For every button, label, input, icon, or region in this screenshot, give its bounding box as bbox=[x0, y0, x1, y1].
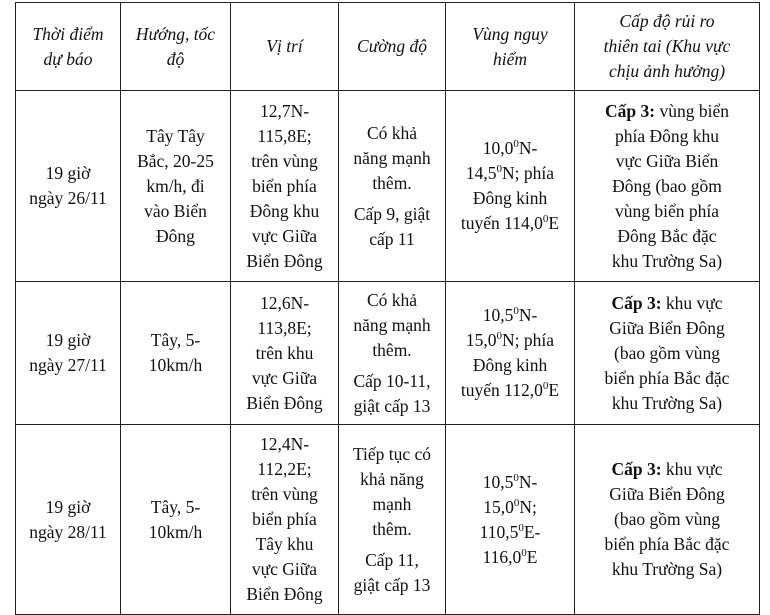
cell-line: biển phía Bắc đặc bbox=[604, 367, 730, 388]
cell-line: năng mạnh bbox=[353, 147, 431, 168]
cell-line bbox=[579, 291, 755, 316]
cell-line: 19 giờ bbox=[45, 496, 91, 517]
cell-line bbox=[450, 520, 570, 545]
risk-level-label: Cấp 3: bbox=[611, 459, 662, 479]
header-text: Cường độ bbox=[357, 36, 427, 56]
coord-text: E- bbox=[523, 521, 541, 542]
risk-level-label: Cấp 3: bbox=[611, 292, 662, 313]
position-cell bbox=[231, 425, 339, 615]
direction-speed-cell bbox=[121, 425, 231, 615]
table-row bbox=[16, 425, 760, 615]
cell-line: Cấp 11, bbox=[365, 549, 419, 570]
cell-line: khả năng bbox=[360, 468, 424, 489]
header-text: thiên tai (Khu vực bbox=[603, 36, 731, 56]
cell-line: km/h, đi bbox=[146, 175, 205, 196]
cell-line bbox=[579, 99, 755, 124]
header-text: Vùng nguy bbox=[472, 23, 548, 44]
degree-superscript: 0 bbox=[518, 521, 524, 534]
coord-text: E bbox=[526, 546, 538, 567]
coord-text: N; bbox=[519, 496, 537, 517]
coord-text: N; phía bbox=[502, 163, 555, 183]
header-danger-zone bbox=[446, 3, 575, 91]
header-row bbox=[16, 3, 760, 91]
table-row bbox=[16, 91, 760, 282]
forecast-table bbox=[15, 2, 760, 615]
cell-line: 113,8E; bbox=[257, 317, 312, 338]
forecast-time-cell bbox=[16, 282, 121, 425]
cell-line: Có khả bbox=[366, 122, 418, 143]
cell-line: vực Giữa bbox=[251, 367, 318, 388]
risk-text: khu vực bbox=[661, 459, 723, 479]
coord-text: 10,0 bbox=[482, 138, 514, 158]
cell-line bbox=[450, 495, 570, 520]
coord-text: E bbox=[548, 213, 560, 233]
cell-line: Tiếp tục có bbox=[352, 443, 432, 464]
cell-line: khu Trường Sa) bbox=[611, 392, 723, 413]
forecast-time-cell bbox=[16, 91, 121, 282]
cell-line: 12,7N- bbox=[259, 100, 310, 121]
coord-text: Đông kinh bbox=[472, 355, 548, 375]
cell-line bbox=[450, 470, 570, 495]
cell-line: Biển Đông bbox=[246, 584, 323, 604]
coord-text: tuyến 112,0 bbox=[460, 380, 543, 400]
header-text: Hướng, tốc bbox=[135, 23, 216, 44]
degree-superscript: 0 bbox=[513, 138, 519, 150]
cell-line: năng mạnh bbox=[353, 314, 431, 335]
cell-line: Tây khu bbox=[255, 534, 314, 554]
degree-superscript: 0 bbox=[496, 330, 503, 342]
coord-text: 14,5 bbox=[465, 163, 497, 183]
cell-line: trên vùng bbox=[251, 150, 318, 171]
risk-level-cell bbox=[575, 91, 760, 282]
danger-zone-cell bbox=[446, 91, 575, 282]
degree-superscript: 0 bbox=[542, 380, 549, 392]
cell-line: Tây, 5- bbox=[150, 496, 201, 517]
risk-level-label: Cấp 3: bbox=[605, 100, 656, 121]
direction-speed-cell bbox=[121, 282, 231, 425]
cell-line: (bao gồm vùng bbox=[614, 509, 720, 529]
cell-line: biển phía bbox=[252, 175, 317, 196]
cell-line: Giữa Biển Đông bbox=[609, 317, 725, 338]
cell-line: Đông Bắc đặc bbox=[617, 225, 717, 246]
cell-line: giật cấp 13 bbox=[353, 574, 431, 595]
cell-line: Đông (bao gồm bbox=[612, 175, 722, 196]
cell-line: phía Đông khu bbox=[614, 125, 720, 146]
cell-line: vực Giữa bbox=[251, 225, 318, 246]
cell-line: (bao gồm vùng bbox=[614, 342, 720, 363]
cell-line: 115,8E; bbox=[257, 125, 312, 146]
degree-superscript: 0 bbox=[496, 163, 503, 175]
cell-line bbox=[450, 186, 570, 211]
cell-line: ngày 26/11 bbox=[29, 188, 107, 208]
cell-line: Có khả bbox=[366, 289, 418, 310]
degree-superscript: 0 bbox=[513, 305, 519, 317]
cell-line: Biển Đông bbox=[246, 250, 323, 271]
cell-line bbox=[450, 161, 570, 186]
cell-line: cấp 11 bbox=[369, 228, 415, 249]
cell-line: Đông bbox=[156, 225, 195, 246]
cell-line bbox=[450, 353, 570, 378]
header-text: dự báo bbox=[43, 48, 93, 69]
cell-line bbox=[450, 303, 570, 328]
cell-line: trên khu bbox=[255, 342, 314, 363]
cell-line: vực Giữa Biển bbox=[615, 150, 719, 171]
cell-line: mạnh bbox=[372, 493, 412, 514]
coord-text: 110,5 bbox=[479, 521, 519, 542]
coord-text: 10,5 bbox=[482, 471, 514, 492]
intensity-cell bbox=[339, 282, 446, 425]
cell-line bbox=[450, 545, 570, 570]
cell-line: 10km/h bbox=[148, 355, 203, 375]
risk-text: vùng biển bbox=[655, 100, 729, 121]
cell-line: 112,2E; bbox=[257, 459, 312, 479]
cell-line: thêm. bbox=[372, 518, 412, 539]
coord-text: N- bbox=[518, 138, 538, 158]
cell-line: trên vùng bbox=[251, 484, 318, 504]
cell-line: Tây Tây bbox=[146, 125, 205, 146]
cell-line bbox=[579, 457, 755, 482]
intensity-cell bbox=[339, 91, 446, 282]
coord-text: 15,0 bbox=[483, 496, 514, 517]
intensity-cell bbox=[339, 425, 446, 615]
cell-line: vào Biển bbox=[144, 200, 207, 221]
forecast-time-cell bbox=[16, 425, 121, 615]
cell-line: Tây, 5- bbox=[150, 330, 201, 350]
coord-text: E bbox=[548, 380, 560, 400]
cell-line: 10km/h bbox=[148, 521, 203, 542]
cell-line: biển phía Bắc đặc bbox=[604, 534, 730, 554]
cell-line bbox=[450, 211, 570, 236]
position-cell bbox=[231, 282, 339, 425]
cell-line: Cấp 9, giật bbox=[353, 203, 431, 224]
danger-zone-cell bbox=[446, 425, 575, 615]
cell-line: Cấp 10-11, bbox=[353, 370, 431, 391]
coord-text: 116,0 bbox=[482, 546, 522, 567]
cell-line bbox=[450, 378, 570, 403]
coord-text: 15,0 bbox=[465, 330, 497, 350]
cell-line: Biển Đông bbox=[246, 392, 323, 413]
cell-line: Đông khu bbox=[249, 200, 320, 221]
header-intensity bbox=[339, 3, 446, 91]
cell-line: ngày 28/11 bbox=[29, 521, 107, 542]
cell-line: Bắc, 20-25 bbox=[137, 150, 214, 171]
risk-level-cell bbox=[575, 425, 760, 615]
header-direction bbox=[121, 3, 231, 91]
header-time bbox=[16, 3, 121, 91]
danger-zone-cell bbox=[446, 282, 575, 425]
cell-line bbox=[450, 328, 570, 353]
header-text: Vị trí bbox=[266, 36, 303, 56]
cell-line: khu Trường Sa) bbox=[611, 250, 723, 271]
cell-line: 19 giờ bbox=[45, 163, 91, 183]
direction-speed-cell bbox=[121, 91, 231, 282]
degree-superscript: 0 bbox=[513, 471, 519, 484]
coord-text: Đông kinh bbox=[472, 188, 548, 208]
header-text: chịu ảnh hưởng) bbox=[608, 61, 726, 81]
header-text: hiểm bbox=[492, 48, 528, 69]
degree-superscript: 0 bbox=[542, 213, 549, 225]
position-cell bbox=[231, 91, 339, 282]
cell-line: Giữa Biển Đông bbox=[609, 484, 725, 504]
cell-line: 12,6N- bbox=[259, 292, 310, 313]
cell-line: vùng biển phía bbox=[614, 200, 719, 221]
coord-text: N; phía bbox=[502, 330, 555, 350]
cell-line: 19 giờ bbox=[45, 330, 91, 350]
cell-line: khu Trường Sa) bbox=[611, 559, 723, 579]
coord-text: N- bbox=[518, 305, 538, 325]
header-text: Thời điểm bbox=[32, 23, 104, 44]
cell-line: vực Giữa bbox=[251, 559, 318, 579]
cell-line: 12,4N- bbox=[259, 434, 310, 454]
coord-text: N- bbox=[518, 471, 538, 492]
cell-line: thêm. bbox=[372, 172, 412, 193]
coord-text: 10,5 bbox=[482, 305, 514, 325]
cell-line bbox=[450, 136, 570, 161]
cell-line: biển phía bbox=[252, 509, 317, 529]
degree-superscript: 0 bbox=[521, 546, 527, 559]
risk-level-cell bbox=[575, 282, 760, 425]
table-row bbox=[16, 282, 760, 425]
risk-text: khu vực bbox=[661, 292, 723, 313]
cell-line: giật cấp 13 bbox=[353, 395, 431, 416]
header-text: độ bbox=[166, 48, 185, 69]
header-risk-level bbox=[575, 3, 760, 91]
coord-text: tuyến 114,0 bbox=[460, 213, 543, 233]
header-position bbox=[231, 3, 339, 91]
degree-superscript: 0 bbox=[513, 496, 520, 509]
header-text: Cấp độ rủi ro bbox=[619, 11, 715, 31]
cell-line: thêm. bbox=[372, 339, 412, 360]
cell-line: ngày 27/11 bbox=[29, 355, 107, 375]
